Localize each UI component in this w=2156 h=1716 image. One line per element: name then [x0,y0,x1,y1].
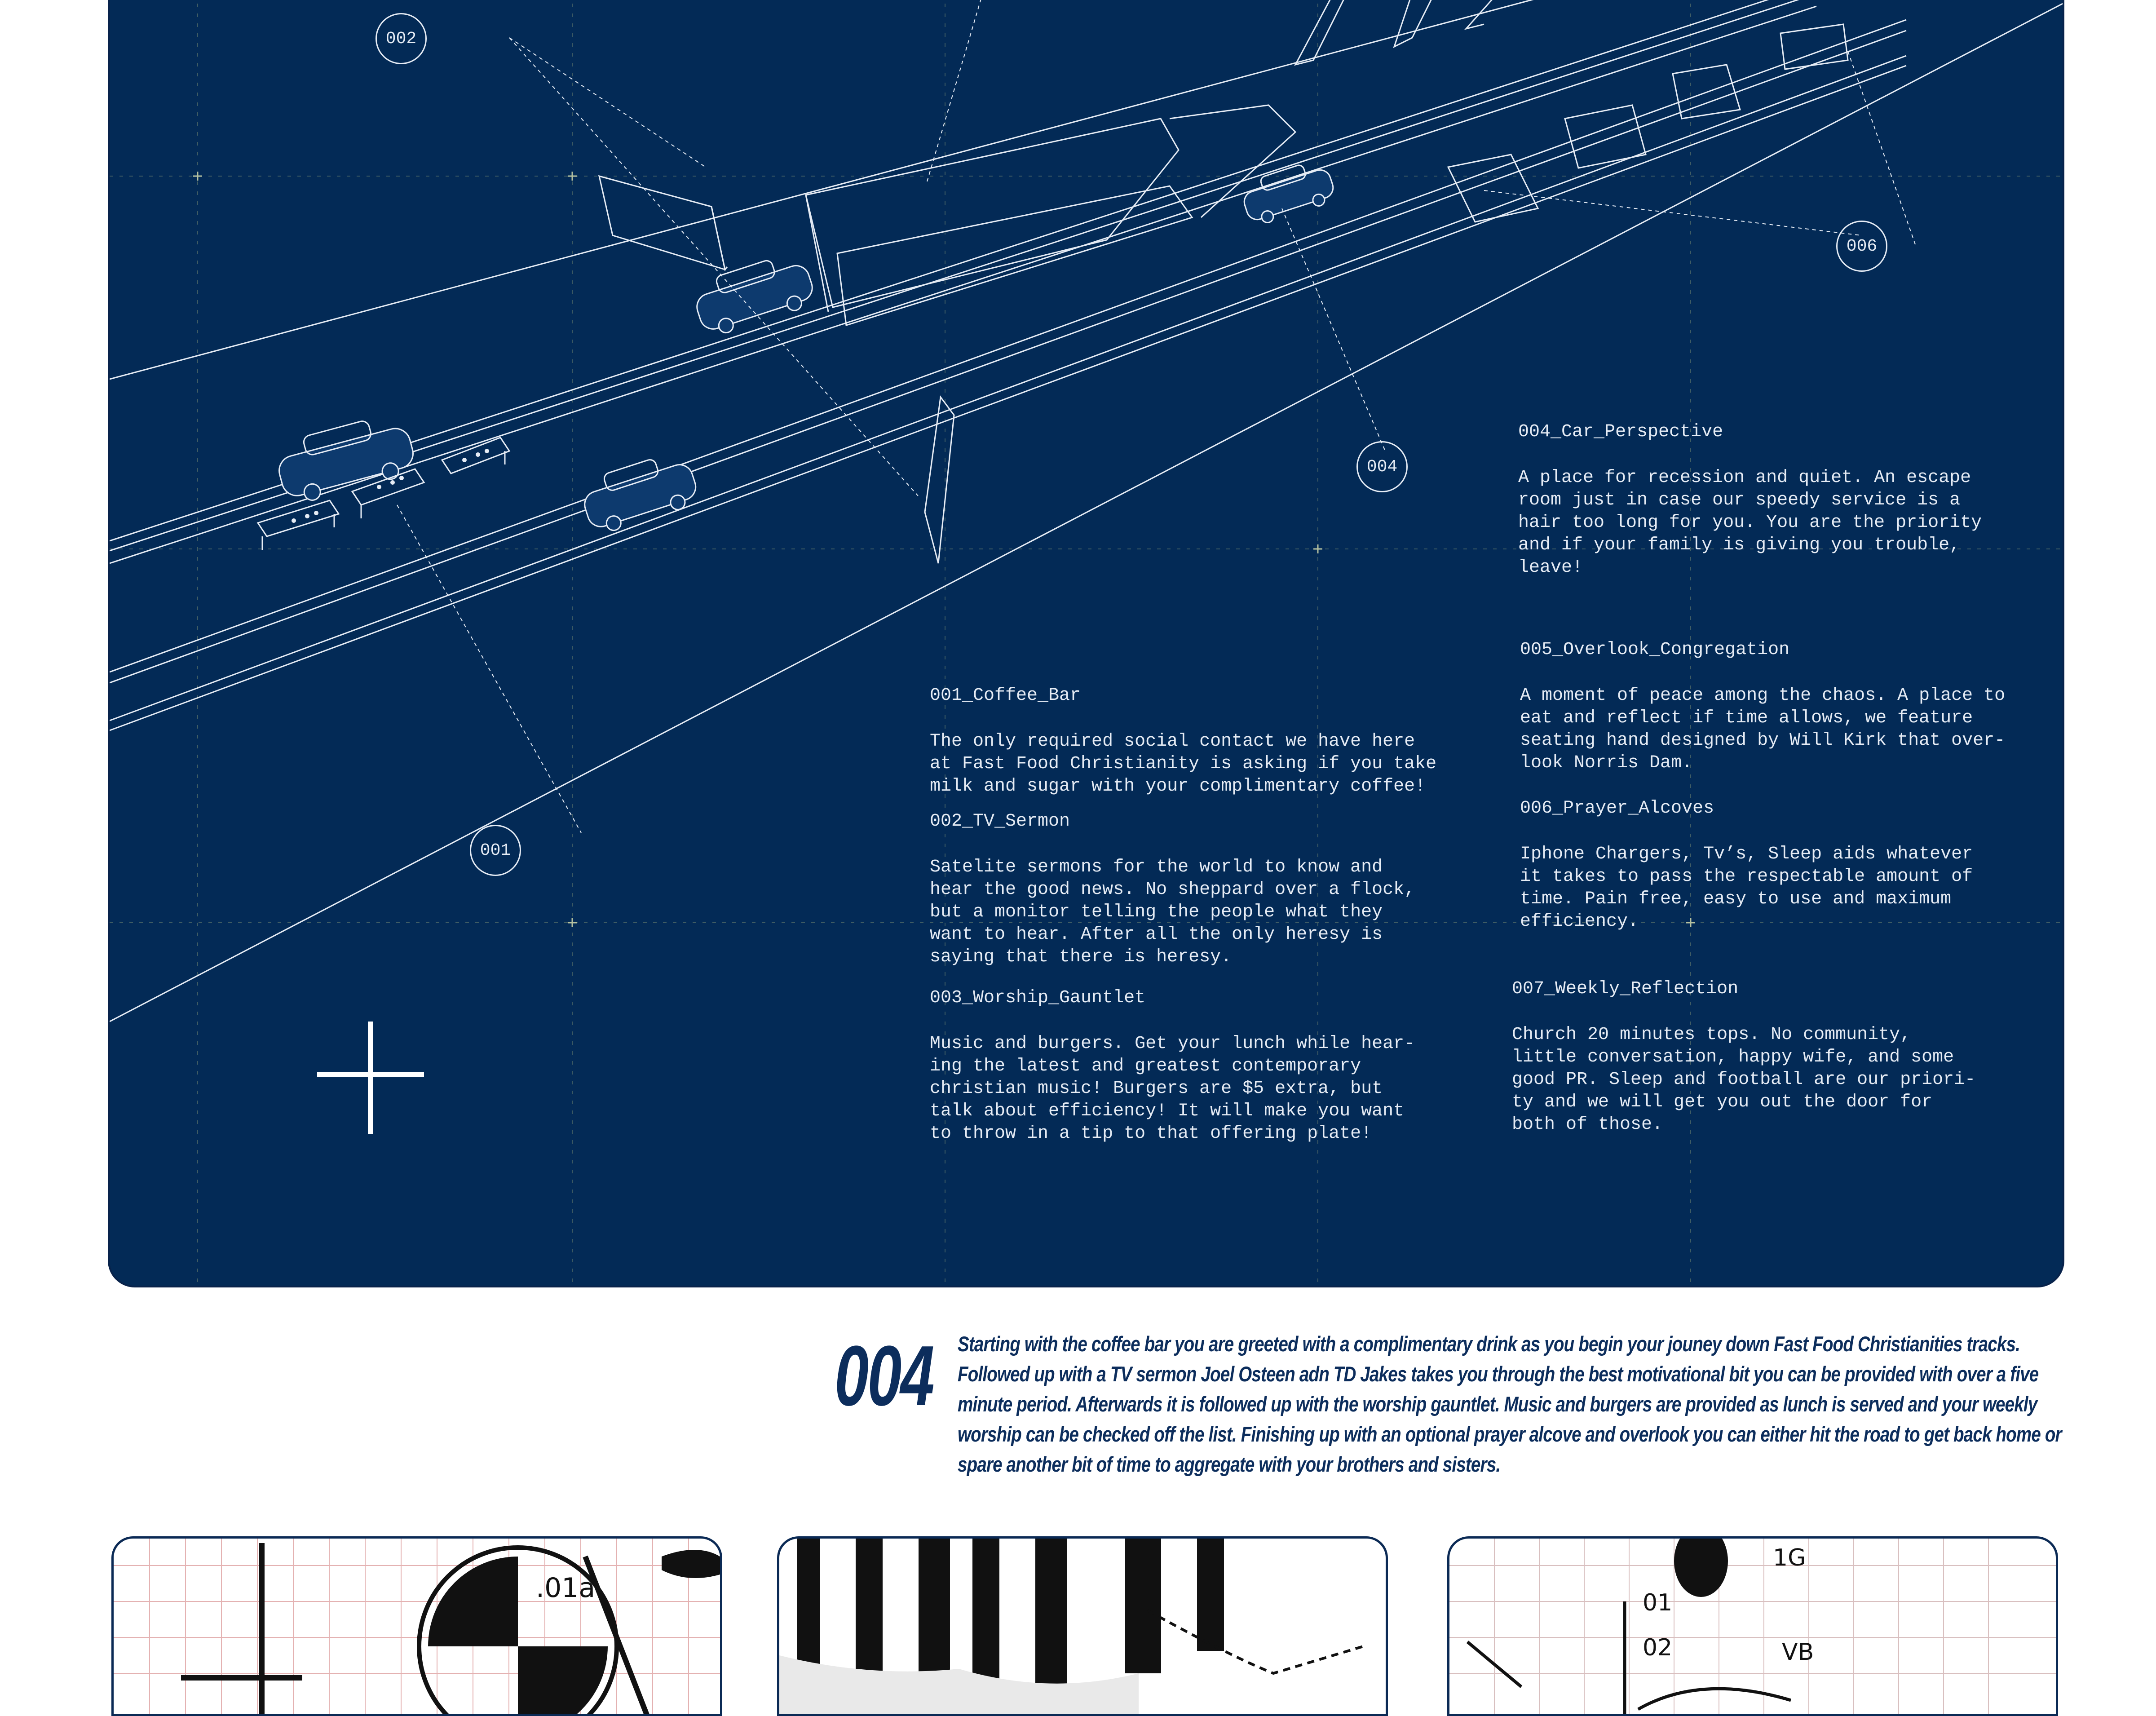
sketch-label-vb: VB [1782,1639,1814,1666]
note-title-weekly-reflection: 007_Weekly_Reflection [1512,979,1739,999]
blueprint-panel [108,0,2064,1287]
note-title-tv-sermon: 002_TV_Sermon [930,811,1070,831]
note-body-overlook-congregation: A moment of peace among the chaos. A place to eat and reflect if time allows, we feature seating hand designed by Will Kirk that over- look Norris Dam. [1520,686,2006,773]
callout-002: 002 [376,13,427,64]
note-title-coffee-bar: 001_Coffee_Bar [930,686,1081,706]
sketch-label-02: 02 [1643,1634,1673,1661]
note-body-car-perspective: A place for recession and quiet. An escape room just in case our speedy service is a hair too long for you. You are the priority and if your family is giving you trouble, leave! [1518,468,1982,578]
note-title-prayer-alcoves: 006_Prayer_Alcoves [1520,798,1714,818]
note-title-car-perspective: 004_Car_Perspective [1518,422,1723,442]
section-number: 004 [835,1328,933,1424]
callout-004: 004 [1356,441,1408,492]
sketch-thumbnail-3[interactable] [1447,1536,2058,1716]
sketch-label-1g: 1G [1773,1544,1806,1571]
note-title-worship-gauntlet: 003_Worship_Gauntlet [930,988,1146,1008]
sketch-thumbnail-1[interactable] [111,1536,722,1716]
note-body-worship-gauntlet: Music and burgers. Get your lunch while hear- ing the latest and greatest contemporary christian music! Burgers are $5 extra, but talk about efficiency! It will make you want to throw in a tip to that offering plate! [930,1034,1415,1144]
note-body-prayer-alcoves: Iphone Chargers, Tv’s, Sleep aids whatever it takes to pass the respectable amount of time. Pain free, easy to use and maximum efficiency. [1520,844,1973,932]
note-title-overlook-congregation: 005_Overlook_Congregation [1520,640,1790,660]
sketch-label-01: 01 [1643,1589,1673,1616]
note-body-coffee-bar: The only required social contact we have here at Fast Food Christianity is asking if you take milk and sugar with your complimentary coffee! [930,731,1437,796]
callout-006: 006 [1836,221,1887,272]
sketch-label-01a: .01a. [536,1572,604,1604]
sketch-thumbnail-2[interactable] [777,1536,1388,1716]
note-body-weekly-reflection: Church 20 minutes tops. No community, little conversation, happy wife, and some good PR. Sleep and football are our priori- ty and we will get you out the door for both of those. [1512,1025,1976,1135]
note-body-tv-sermon: Satelite sermons for the world to know and hear the good news. No sheppard over a flock, but a monitor telling the people what they want to hear. After all the only heresy is saying that there is heresy. [930,857,1415,967]
section-description: Starting with the coffee bar you are greeted with a complimentary drink as you begin your jouney down Fast Food Christianities tracks. Followed up with a TV sermon Joel Osteen adn TD Jakes takes you through the best motivational bit you can be provided with over a five minute period. Afterwards it is followed up with the worship gauntlet. Music and burgers are provided as lunch is served and your weekly worship can be checked off the list. Finishing up with an optional prayer alcove and overlook you can either hit the road to get back home or spare another bit of time to aggregate with your brothers and sisters. [958,1332,2062,1476]
callout-001: 001 [470,825,521,876]
